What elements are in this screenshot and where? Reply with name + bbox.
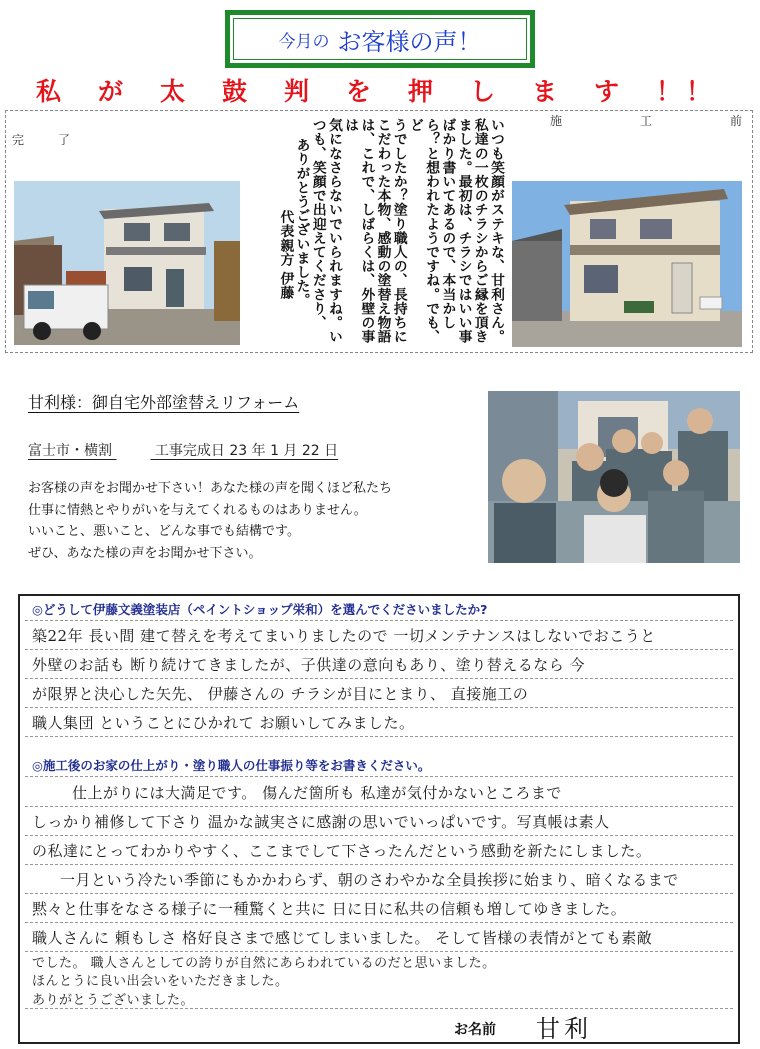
after-photo [14,181,240,345]
message-line: いいこと、悪いこと、どんな事でも結構です。 [28,524,300,539]
vertical-line: こだわった本物、感動の塗替え物語 [374,118,391,344]
answer-2-line: 一月という冷たい季節にもかかわらず、朝のさわやかな全員挨拶に始まり、暗くなるまで [60,871,679,889]
headline-char: ま [532,77,558,106]
headline-char: を [346,77,372,106]
headline-char: す [594,77,620,106]
section-subtitle [28,440,338,460]
location: 富士市・横割 [28,443,112,459]
answer-1-line: 職人集団 ということにひかれて お願いしてみました。 [32,714,415,732]
vertical-line: ばかり書いてあるので、本当かし [439,118,456,330]
questionnaire-sheet [18,594,740,1044]
title-box [225,10,535,68]
answer-2-line: ほんとうに良い出会いをいただきました。 [32,974,289,989]
label-before-3: 前 [730,114,743,128]
ruled-line [25,649,733,650]
ruled-line [25,776,733,777]
completion-date: 工事完成日 23 年 1 月 22 日 [154,443,339,459]
ruled-line [25,1008,733,1009]
headline-char: 鼓 [222,77,248,106]
signature: 代表親方 伊藤 [277,210,294,300]
answer-2-line: しっかり補修して下さり 温かな誠実さに感謝の思いでいっぱいです。写真帳は素人 [32,813,610,831]
section-title: 甘利様：御自宅外部塗替えリフォーム [28,393,300,412]
vertical-line: いつも笑顔がステキな、甘利さん。 [488,118,504,344]
headline-char: 太 [160,77,186,106]
request-message [28,478,392,564]
headline-char: が [98,77,124,106]
name-label: お名前 [454,1022,496,1038]
label-before-2: 工 [640,114,653,128]
ruled-line [25,835,733,836]
vertical-line: うでしたか？塗り職人の、長持ちに [390,118,407,344]
headline-char: 判 [284,77,310,106]
answer-2-line: の私達にとってわかりやすく、ここまでして下さったんだという感動を新たにしました。 [32,842,652,860]
answer-2-line: 仕上がりには大満足です。 傷んだ箇所も 私達が気付かないところまで [72,784,562,802]
vertical-line: は、これで、しばらくは、外壁の事は [342,118,375,344]
ruled-line [25,620,733,621]
ruled-line [25,707,733,708]
vertical-line: 気になさらないでいられますね。い [325,118,342,344]
answer-2-line: 黙々と仕事をなさる様子に一種驚くと共に 日に日に私共の信頼も増してゆきました。 [32,900,627,918]
ruled-line [25,893,733,894]
vertical-message [250,118,504,346]
headline-char: 押 [408,77,434,106]
answer-2-line: 職人さんに 頼もしさ 格好良さまで感じてしまいました。 そして皆様の表情がとても素敵 [32,929,653,947]
headline-char: ！ [686,77,712,106]
vertical-line: ありがとうございました。 [293,138,310,308]
headline-char: ！ [656,77,682,106]
answer-1-line: が限界と決心した矢先、 伊藤さんの チラシが目にとまり、 直接施工の [32,685,529,703]
ruled-line [25,678,733,679]
ruled-line [25,736,733,737]
answer-2-line: ありがとうございました。 [32,993,195,1008]
ruled-line [25,864,733,865]
label-before-1: 施 [550,114,563,128]
before-photo [512,181,742,347]
ruled-line [25,806,733,807]
label-after-2: 了 [58,133,71,147]
vertical-line: 私達の一枚のチラシからご縁を頂き [471,118,488,344]
answer-2-line: でした。 職人さんとしての誇りが自然にあらわれているのだと思いました。 [32,956,496,971]
headline-char: 私 [36,77,62,106]
vertical-line: ました。最初は、チラシではいい事 [455,118,472,344]
vertical-line: ら？と想われたようですね。でも、ど [406,118,440,344]
page-title: お客様の声！ [337,27,482,56]
title-small: 今月の [278,31,330,52]
question-1: ◎どうして伊藤文義塗装店（ペイントショップ栄和）を選んでくださいましたか? [32,602,488,617]
message-line: ぜひ、あなた様の声をお聞かせ下さい。 [28,545,262,561]
group-photo [488,391,740,563]
customer-name: 甘利 [536,1015,592,1043]
headline [0,72,760,108]
answer-1-line: 外壁のお話も 断り続けてきましたが、子供達の意向もあり、塗り替えるなら 今 [32,656,586,674]
answer-1-line: 築22年 長い間 建て替えを考えてまいりましたので 一切メンテナンスはしないでおこうと [32,627,656,645]
label-after-1: 完 [12,133,25,147]
message-line: お客様の声をお聞かせ下さい！あなた様の声を聞くほど私たち [28,481,393,496]
message-line: 仕事に情熱とやりがいを与えてくれるものはありません。 [28,502,367,518]
question-2: ◎施工後のお家の仕上がり・塗り職人の仕事振り等をお書きください。 [32,758,431,773]
ruled-line [25,922,733,923]
headline-char: し [470,77,496,106]
vertical-line: つも、笑顔で出迎えてくださり、 [309,118,326,330]
title-inner [233,18,527,60]
